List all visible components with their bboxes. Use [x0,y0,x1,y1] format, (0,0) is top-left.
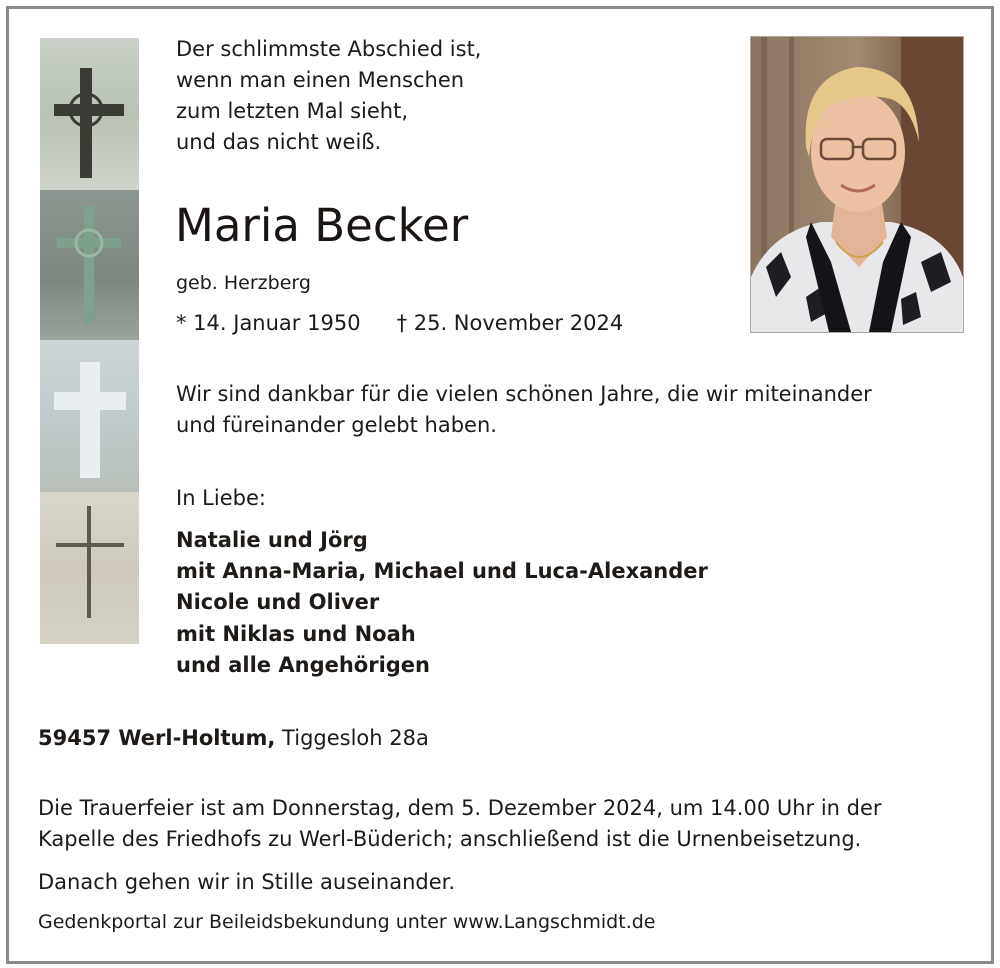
cross-icons [40,38,139,644]
thanks-text [176,379,872,441]
stone-cross-icon [54,362,126,478]
portrait-photo [750,36,964,333]
mourner-line: Nicole und Oliver [176,590,380,615]
life-dates [176,308,623,338]
service-line: Die Trauerfeier ist am Donnerstag, dem 5. Dezember 2024, um 14.00 Uhr in der [38,796,882,820]
address [38,722,429,754]
mourners-list [176,525,708,681]
birth-name: geb. Herzberg [176,272,311,294]
silence-note: Danach gehen wir in Stille auseinander. [38,870,456,894]
death-date: † 25. November 2024 [396,311,624,335]
memorial-portal-note: Gedenkportal zur Beileidsbekundung unter www.Langschmidt.de [38,911,656,933]
thanks-line: und füreinander gelebt haben. [176,413,497,437]
engraved-cross-icon [56,506,124,618]
address-place: 59457 Werl-Holtum, [38,726,276,750]
poem [176,34,481,158]
portrait-icon [751,37,963,332]
in-love-label: In Liebe: [176,486,266,510]
poem-line: und das nicht weiß. [176,130,382,154]
poem-line: wenn man einen Menschen [176,68,465,92]
mourner-line: Natalie und Jörg [176,528,368,552]
birth-date: * 14. Januar 1950 [176,311,361,335]
poem-line: Der schlimmste Abschied ist, [176,37,482,61]
ornate-cross-icon [57,206,121,324]
address-street: Tiggesloh 28a [282,726,429,750]
mourner-line: mit Anna-Maria, Michael und Luca-Alexander [176,559,708,584]
service-info [38,793,882,855]
iron-cross-icon [54,68,124,178]
poem-line: zum letzten Mal sieht, [176,99,409,123]
service-line: Kapelle des Friedhofs zu Werl-Büderich; anschließend ist die Urnenbeisetzung. [38,827,862,851]
mourner-line: mit Niklas und Noah [176,621,416,646]
deceased-name: Maria Becker [175,199,469,252]
cross-images-strip [40,38,139,644]
mourner-line: und alle Angehörigen [176,652,430,677]
thanks-line: Wir sind dankbar für die vielen schönen Jahre, die wir miteinander [176,382,872,406]
